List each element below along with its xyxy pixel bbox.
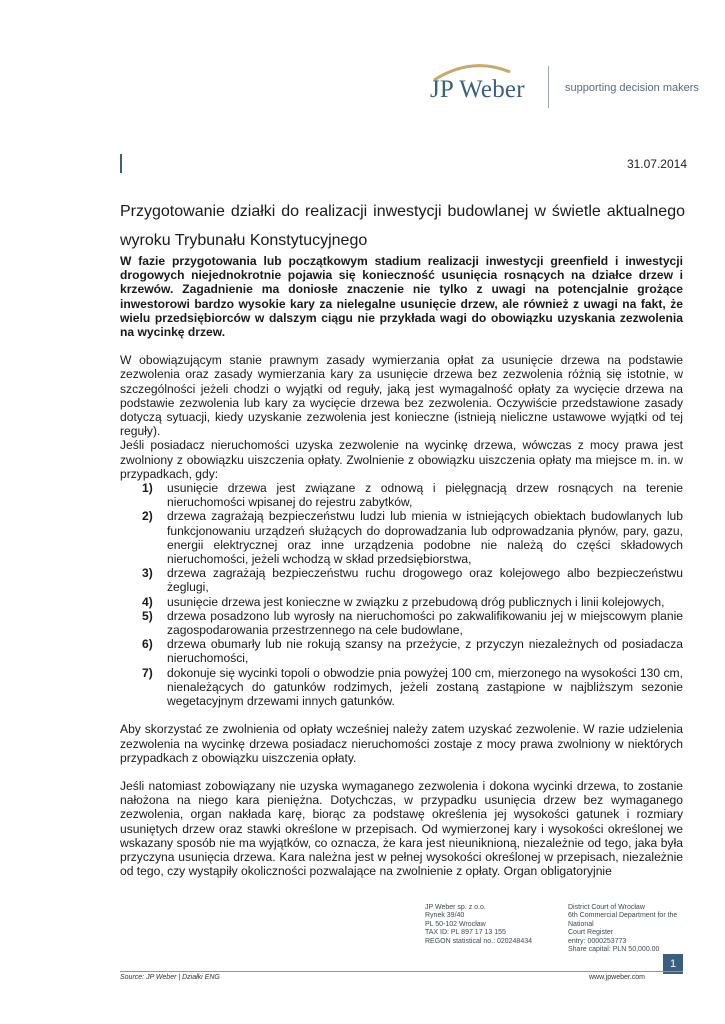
list-item bbox=[120, 566, 683, 594]
list-item bbox=[120, 595, 683, 609]
body-paragraph-1: W obowiązującym stanie prawnym zasady wymierzania opłat za usunięcie drzewa na podstawie zezwolenia oraz zasady wymierzania kary za usunięcie drzewa bez zezwolenia różnią się istotnie, w szczególności jeżeli chodzi o wyjątki od reguły, jaką jest wymagalność opłaty za wycięcie drzewa na podstawie zezwolenia lub kary za wycięcie drzewa bez zezwolenia. Oczywiście przedstawione zasady dotyczą sytuacji, kiedy uzyskanie zezwolenia jest konieczne (istnieją nieliczne ustawowe wyjątki od tej reguły). bbox=[120, 353, 683, 439]
footer-line: TAX ID: PL 897 17 13 155 bbox=[425, 929, 506, 937]
footer-line: 6th Commercial Department for the National bbox=[568, 912, 678, 928]
list-item-number: 3) bbox=[142, 566, 153, 581]
court-register-info bbox=[568, 904, 688, 954]
list-item-text: drzewa zagrażają bezpieczeństwu ludzi lub mienia w istniejących obiektach budowlanych lub funkcjonowaniu urządzeń służących do doprowadzania lub odprowadzania płynów, pary, gazu, energii elektrycznej oraz inne urządzenia podobne nie należą do części składowych nieruchomości, jeżeli wchodzą w skład przedsiębiorstwa, bbox=[167, 509, 683, 567]
list-item-number: 6) bbox=[142, 637, 153, 652]
logo-wordmark: JP Weber bbox=[430, 76, 525, 103]
footer-line: PL 50-102 Wrocław bbox=[425, 920, 486, 928]
body-paragraph-2: Jeśli posiadacz nieruchomości uzyska zezwolenie na wycinkę drzewa, wówczas z mocy prawa jest zwolniony z obowiązku uiszczenia opłaty. Zwolnienie z obowiązku uiszczenia opłaty ma miejsce m. in. w przypadkach, gdy: bbox=[120, 438, 683, 481]
list-item-text: usunięcie drzewa jest konieczne w związku z przebudową dróg publicznych i linii kolejowych, bbox=[167, 594, 665, 609]
footer-line: Share capital: PLN 50,000.00 bbox=[568, 946, 660, 954]
body-paragraph-3: Aby skorzystać ze zwolnienia od opłaty wcześniej należy zatem uzyskać zezwolenie. W razie udzielenia zezwolenia na wycinkę drzewa posiadacz nieruchomości zostaje z mocy prawa zwolniony w niektórych przypadkach z obowiązku uiszczenia opłaty. bbox=[120, 722, 683, 765]
footer-divider bbox=[120, 971, 683, 972]
footer-line: Court Register bbox=[568, 929, 614, 937]
list-item-number: 7) bbox=[142, 665, 153, 680]
list-item bbox=[120, 666, 683, 709]
list-item-number: 2) bbox=[142, 509, 153, 524]
list-item-text: drzewa zagrażają bezpieczeństwu ruchu drogowego oraz kolejowego albo bezpieczeństwu żeglugi, bbox=[167, 566, 683, 595]
list-item-text: drzewa posadzono lub wyrosły na nieruchomości po zakwalifikowaniu jej w miejscowym planie zagospodarowania przestrzennego na cele budowlane, bbox=[167, 608, 683, 638]
document-title bbox=[120, 197, 685, 255]
title-line-1: Przygotowanie działki do realizacji inwestycji budowlanej w świetle aktualnego bbox=[120, 203, 685, 220]
title-line-2: wyroku Trybunału Konstytucyjnego bbox=[120, 232, 368, 249]
logo-divider bbox=[548, 66, 549, 108]
body-paragraph-4: Jeśli natomiast zobowiązany nie uzyska wymaganego zezwolenia i dokona wycinki drzewa, to zostanie nałożona na niego kara pieniężna. Dotychczas, w przypadku usunięcia drzew bez wymaganego zezwolenia, organ nakłada karę, biorąc za podstawę określenia jej wysokości gatunek i rozmiary usuniętych drzew oraz stawki określone w przepisach. Od wymierzonej kary i wysokości określonej we wskazany sposób nie ma wyjątków, co oznacza, że kara jest nieuniknioną, niezależnie od tego, jaka była przyczyna usunięcia drzewa. Kara należna jest w pełnej wysokości określonej w przepisach, niezależnie od tego, czy wystąpiły okoliczności pozwalające na zwolnienie z opłaty. Organ obligatoryjnie bbox=[120, 778, 683, 879]
website-link[interactable]: www.jpweber.com bbox=[588, 974, 645, 981]
lead-paragraph: W fazie przygotowania lub początkowym stadium realizacji inwestycji greenfield i inwestycji drogowych niejednokrotnie pojawia się konieczność usunięcia rosnących na działce drzew i krzewów. Zagadnienie ma doniosłe znaczenie nie tylko z uwagi na potencjalnie grożące inwestorowi bardzo wysokie kary za nielegalne usunięcie drzew, ale również z uwagi na fakt, że wielu przedsiębiorców w dalszym ciągu nie przykłada wagi do obowiązku uzyskania zezwolenia na wycinkę drzew. bbox=[120, 254, 683, 340]
document-body bbox=[120, 254, 683, 878]
list-item-number: 4) bbox=[142, 594, 153, 609]
list-item-text: drzewa obumarły lub nie rokują szansy na przeżycie, z przyczyn niezależnych od posiadacza nieruchomości, bbox=[167, 637, 683, 666]
exemption-list bbox=[120, 481, 683, 708]
list-item bbox=[120, 509, 683, 566]
page-number-badge: 1 bbox=[663, 954, 683, 974]
list-item-text: dokonuje się wycinki topoli o obwodzie pnia powyżej 100 cm, mierzonego na wysokości 130 cm, nienależących do gatunków rodzimych, jeżeli zostaną zastąpione w najbliższym sezonie wegetacyjnym drzewami innych gatunków. bbox=[167, 665, 683, 709]
list-item-number: 5) bbox=[142, 608, 153, 623]
footer-line: District Court of Wrocław bbox=[568, 904, 645, 911]
list-item bbox=[120, 481, 683, 509]
list-item bbox=[120, 609, 683, 637]
footer-line: JP Weber sp. z o.o. bbox=[425, 904, 486, 911]
company-address bbox=[425, 904, 560, 946]
list-item-text: usunięcie drzewa jest związane z odnową i pielęgnacją drzew rosnących na terenie nieruchomości wpisanej do rejestru zabytków, bbox=[167, 481, 683, 510]
document-date: 31.07.2014 bbox=[626, 157, 687, 171]
list-item bbox=[120, 637, 683, 665]
company-logo bbox=[430, 62, 699, 112]
footer-line: Rynek 39/40 bbox=[425, 912, 465, 920]
list-item-number: 1) bbox=[142, 481, 153, 496]
footer-line: entry: 0000253773 bbox=[568, 937, 627, 945]
date-marker bbox=[120, 154, 122, 173]
logo-tagline: supporting decision makers bbox=[565, 82, 699, 94]
footer-line: REGON statistical no.: 020248434 bbox=[425, 937, 533, 945]
source-note: Source: JP Weber | Działki ENG bbox=[120, 974, 220, 981]
